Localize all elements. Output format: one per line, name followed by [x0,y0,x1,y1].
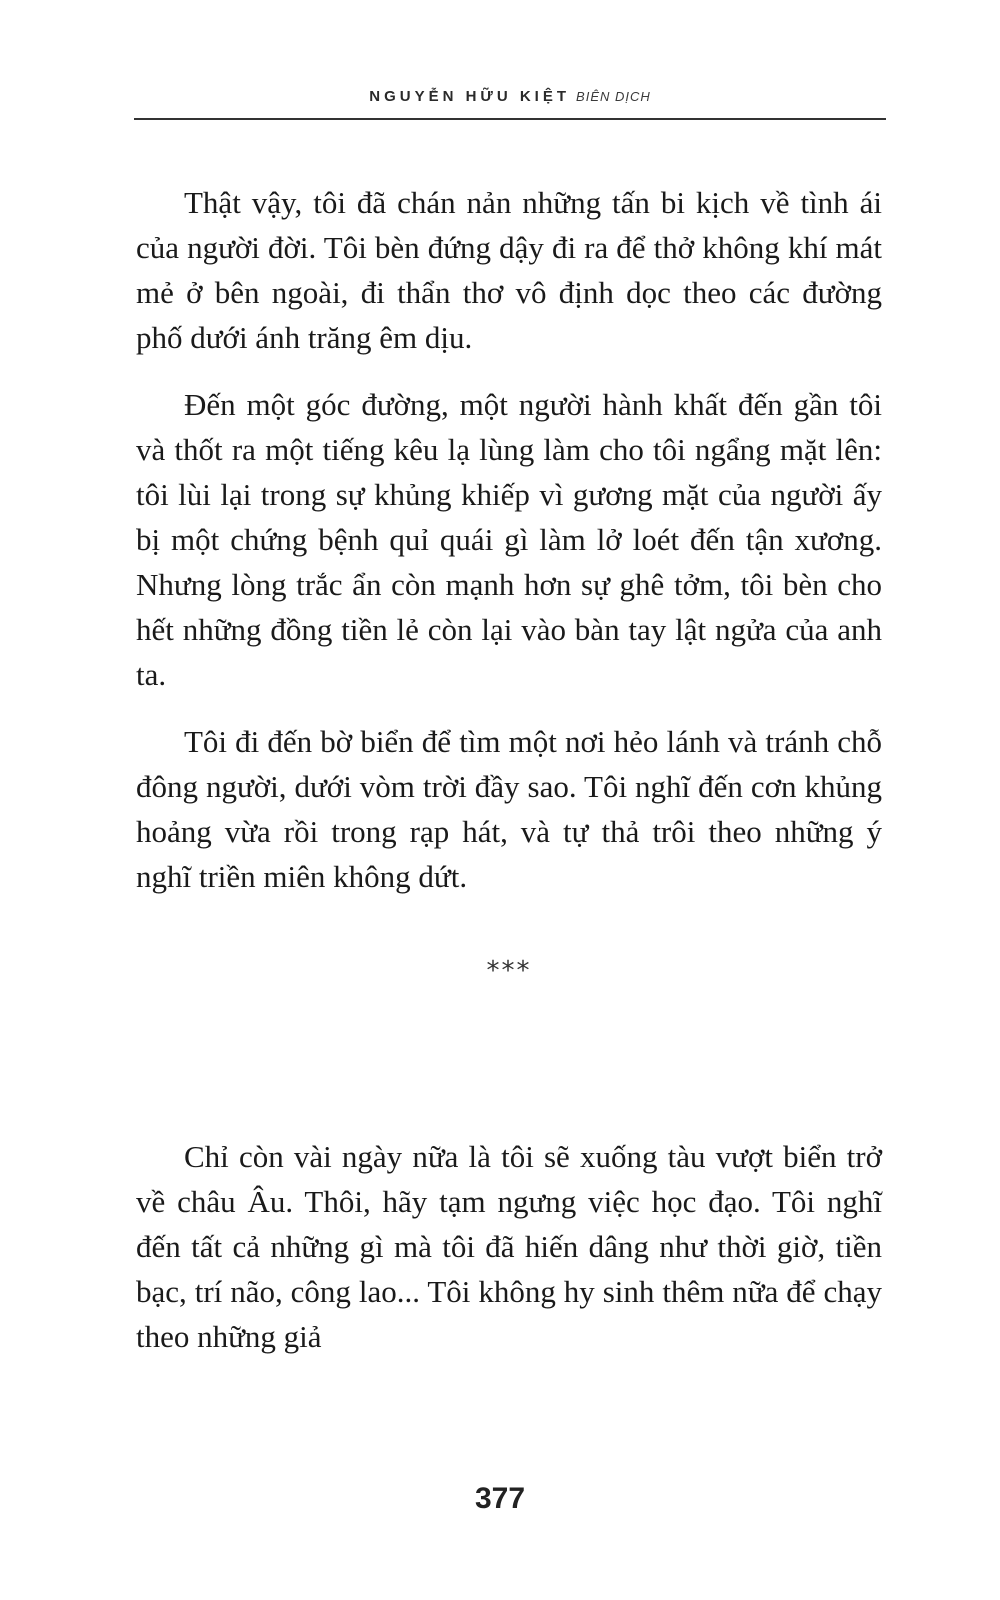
paragraph-3: Tôi đi đến bờ biển để tìm một nơi hẻo lánh và tránh chỗ đông người, dưới vòm trời đầy sao. Tôi nghĩ đến cơn khủng hoảng vừa rồi trong rạp hát, và tự thả trôi theo những ý nghĩ triền miên không dứt. [136,724,882,894]
section-separator: *** [486,956,532,986]
header-role: BIÊN DỊCH [576,89,651,104]
paragraph-1: Thật vậy, tôi đã chán nản những tấn bi kịch về tình ái của người đời. Tôi bèn đứng dậy đi ra để thở không khí mát mẻ ở bên ngoài, đi thẩn thơ vô định dọc theo các đường phố dưới ánh trăng êm dịu. [136,185,882,355]
header-author: NGUYỄN HỮU KIỆT [369,88,571,105]
paragraph-2: Đến một góc đường, một người hành khất đến gần tôi và thốt ra một tiếng kêu lạ lùng làm cho tôi ngẩng mặt lên: tôi lùi lại trong sự khủng khiếp vì gương mặt của người ấy bị một chứng bệnh quỉ quái gì làm lở loét đến tận xương. Nhưng lòng trắc ẩn còn mạnh hơn sự ghê tởm, tôi bèn cho hết những đồng tiền lẻ còn lại vào bàn tay lật ngửa của anh ta. [136,387,882,692]
page-body [136,180,882,1359]
page-number: 377 [474,1482,526,1515]
paragraph-4: Chỉ còn vài ngày nữa là tôi sẽ xuống tàu vượt biển trở về châu Âu. Thôi, hãy tạm ngưng việc học đạo. Tôi nghĩ đến tất cả những gì mà tôi đã hiến dâng như thời giờ, tiền bạc, trí não, công lao... Tôi không hy sinh thêm nữa để chạy theo những giả [136,1139,882,1354]
header-rule [134,118,886,120]
running-header [134,88,886,112]
